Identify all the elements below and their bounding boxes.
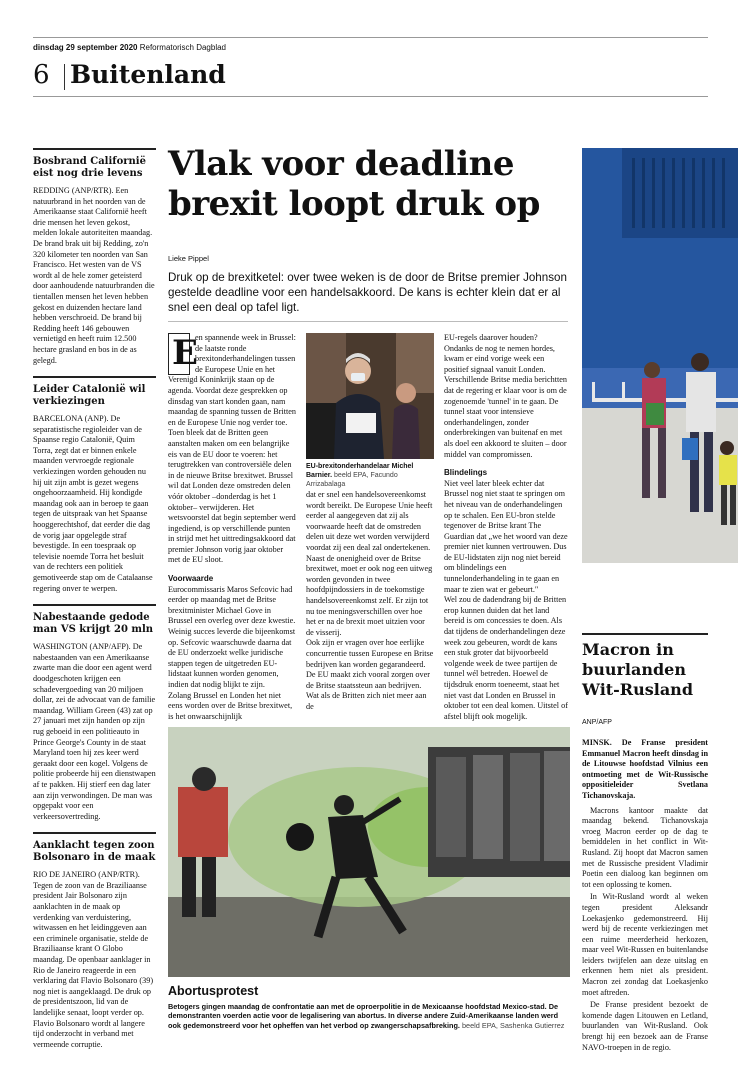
- dropcap-letter: E: [172, 333, 198, 373]
- paragraph: Eurocommissaris Maros Sefcovic had eerder op maandag met de Britse brexitminister Michael Gove in Brussel een overleg over deze kwestie. Weinig succes leverde die bijeenkomst op. Sefcovic waarschuwde daarna dat de EU onderzoekt welke juridische stappen tegen de uitgetreden EU-lidstaat kunnen worden genomen, indien dat nodig blijkt te zijn.: [168, 584, 296, 689]
- photo-credit: beeld EPA, Facundo Arrizabalaga: [306, 472, 398, 488]
- paragraph: EU-regels daarover houden?: [444, 333, 538, 342]
- paragraph: Ook zijn er vragen over hoe eerlijke concurrentie tussen Europese en Britse bedrijven kan worden gegarandeerd. De EU maakt zich vooral zorgen over de Britse staatssteun aan bedrijven. Wat als de Britten zich niet meer aan de: [306, 638, 434, 711]
- subheading: Blindelings: [444, 468, 488, 478]
- header-rule: [33, 96, 708, 97]
- subheading: Voorwaarde: [168, 574, 214, 584]
- brief-title: Bosbrand Californië eist nog drie levens: [33, 156, 146, 179]
- brief-item: [33, 148, 156, 374]
- dateline: [33, 43, 226, 52]
- brief-body: RIO DE JANEIRO (ANP/RTR). Tegen de zoon van de Braziliaanse president Jair Bolsonaro zijn aanklachten in de maak op verdenking van verduistering, witwassen en het leidinggeven aan een criminele organisatie, stelde de Braziliaanse krant O Globo maandag. De openbaar aanklager in Rio de Janeiro reageerde in een verklaring dat Flavio Bolsonaro (39) nog niet is aangeklaagd. De druk op de presidentszoon, lid van de landelijke senaat, loopt verder op. Flavio Bolsonaro wordt al langere tijd onderzocht in verband met vermeende corruptie.: [33, 870, 154, 1049]
- article-column-1: [168, 333, 296, 722]
- top-rule: [33, 37, 708, 38]
- page-separator: [64, 64, 65, 90]
- protest-credit: beeld EPA, Sashenka Gutierrez: [461, 1020, 565, 1030]
- paragraph: Wel zou de dadendrang bij de Britten erop kunnen duiden dat het land bereid is om concessies te doen. Als dat tijdens de onderhandelingen deze week zou gebeuren, wordt de kans een stuk groter dat bijvoorbeeld volgende week de twee partijen de tunnel wél betreden. Hoewel de tijdsdruk enorm toeneemt, staat het niet vast dat Londen en Brussel in oktober tot een deal komen. Uitstel of afstel blijft ook mogelijk.: [444, 595, 568, 721]
- protest-illustration: [168, 727, 570, 977]
- family-illustration: [582, 148, 738, 563]
- brief-body: BARCELONA (ANP). De separatistische regioleider van de Spaanse regio Catalonië, Quim Torra, zegt dat er binnen enkele maanden vervroegde regionale verkiezingen worden gehouden nu hij uit zijn ambt is gezet wegens ongehoorzaamheid. Hij kondigde maandag ook aan in beroep te gaan tegen de uitspraak van het Spaanse hooggerechtshof, dat eerder die dag de vorig jaar opgelegde straf bevestigde. In een toespraak op televisie noemde Torra het besluit van de rechters een politiek gemotiveerde stap om de Catalaanse regering onver te werpen.: [33, 414, 153, 593]
- brief-body: REDDING (ANP/RTR). Een natuurbrand in het noorden van de Amerikaanse staat Californië heeft drie mensen het leven gekost, melden lokale autoriteiten maandag. De brand brak uit bij Redding, zo'n 320 kilometer ten noorden van San Francisco. Het westen van de VS wordt al de hele zomer geteisterd door aanhoudende natuurbranden die tientallen mensen het leven hebben gekost en duizenden hectare land hebben verschroeid. De brand bij Redding heeft 146 gebouwen vernietigd en heeft ruim 12.500 hectare grasland en bos in de as gelegd.: [33, 186, 155, 365]
- article-lead: Druk op de brexitketel: over twee weken is de door de Britse premier Johnson gestelde deadline voor een handelsakkoord. De kans is echter klein dat er al snel een deal op tafel ligt.: [168, 271, 567, 314]
- brief-title: Nabestaande gedode man VS krijgt 20 mln: [33, 612, 154, 636]
- paragraph: Zolang Brussel en Londen het niet eens worden over de Britse brexitwet, is het onwaarschijnlijk: [168, 690, 293, 721]
- paragraph: Macrons kantoor maakte dat maandag bekend. Tichanovskaja vroeg Macron eerder op de dag te bemiddelen in het conflict in Wit-Rusland. Zij hoopt dat Macron samen met de Russische president Vladimir Poetin een dialoog kan beginnen om tot een oplossing te komen.: [582, 805, 708, 889]
- paragraph: De Franse president bezoekt de komende dagen Litouwen en Letland, buurlanden van Wit-Rusland. Ook brengt hij een bezoek aan de Franse NAVO-troepen in de regio.: [582, 1000, 708, 1052]
- paragraph: dat er snel een handelsovereenkomst wordt bereikt. De Europese Unie heeft eerder al aangegeven dat zij als voorwaarde heeft dat de omstreden delen uit deze wet worden verwijderd voordat zij een deal zal ondertekenen.: [306, 490, 433, 552]
- barnier-photo: [306, 333, 434, 459]
- brief-item: [33, 376, 156, 602]
- protest-title: Abortusprotest: [168, 984, 259, 998]
- paragraph: en spannende week in Brussel: de laatste ronde brexitonderhandelingen tussen de Europese Unie en het Verenigd Koninkrijk staan op de agenda. Voordat deze gesprekken op dinsdag van start konden gaan, nam maandag de spanning tussen de Britten en de Europese Unie nog verder toe.: [168, 333, 297, 427]
- family-photo: [582, 148, 738, 563]
- page-number: 6: [33, 60, 50, 90]
- protest-photo: [168, 727, 570, 977]
- barnier-illustration: [306, 333, 434, 459]
- photo-caption: [306, 462, 434, 489]
- article-headline: Vlak voor deadline brexit loopt druk op: [168, 144, 540, 224]
- lead-rule: [168, 321, 568, 322]
- brief-item: [33, 604, 156, 830]
- paragraph: In Wit-Rusland wordt al weken tegen president Aleksandr Loekasjenko gedemonstreerd. Hij werd bij de recente verkiezingen met een ruime meerderheid herkozen, maar veel Wit-Russen en buitenlandse leiders twijfelen aan deze uitslag en erkennen hem niet als president. Macron zei zondag dat Loekasjenko moet aftreden.: [582, 892, 708, 997]
- side-article-title: Macron in buurlanden Wit-Rusland: [582, 640, 693, 699]
- caption-text: EU-brexitonderhandelaar Michel Barnier.: [306, 463, 414, 479]
- paper-name: Reformatorisch Dagblad: [139, 43, 226, 52]
- side-article-intro: MINSK. De Franse president Emmanuel Macron heeft dinsdag in de Litouwse hoofdstad Vilnius een ontmoeting met de Wit-Russische oppositieleider Svetlana Tichanovskaja.: [582, 738, 708, 800]
- side-article-source: ANP/AFP: [582, 719, 612, 726]
- paragraph: Ondanks de nog te nemen hordes, kwam er eind vorige week een positief signaal vanuit Londen. Verschillende Britse media berichtten dat de regering er klaar voor is om de zogenoemde 'tunnel' in te gaan. De tunnel staat voor intensieve onderhandelingen, zonder onderbrekingen van buitenaf en met als doel een akkoord te sluiten – door middel van compromissen.: [444, 343, 567, 459]
- article-column-3: [444, 333, 570, 722]
- dropcap: [168, 333, 198, 375]
- paragraph: Naast de onenigheid over de Britse brexitwet, moet er ook nog een uitweg worden gevonden in twee hoofdpijndossiers in de toekomstige handelsovereenkomst zelf. Er zijn tot nu toe meningsverschillen over hoe het er na de brexit moet uitzien voor de visserij.: [306, 553, 433, 637]
- brief-title: Leider Catalonië wil verkiezingen: [33, 384, 146, 408]
- date: dinsdag 29 september 2020: [33, 43, 138, 52]
- article-column-2: [306, 490, 434, 712]
- protest-caption-text: Betogers gingen maandag de confrontatie aan met de oproerpolitie in de Mexicaanse hoofdstad Mexico-stad. De demonstranten voerden actie voor de legalisering van abortus. In diverse andere Zuid-Amerikaanse landen werd ook gedemonstreerd voor het opheffen van het verbod op zwangerschapsafbreking.: [168, 1002, 559, 1030]
- brief-title: Aanklacht tegen zoon Bolsonaro in de maak: [33, 840, 156, 864]
- brief-body: WASHINGTON (ANP/AFP). De nabestaanden van een Amerikaanse zwarte man die door een agent werd doodgeschoten krijgen een schadevergoeding van 20 miljoen dollar, zei de advocaat van de familie maandag. William Green (43) zat op 27 januari met zijn handen op zijn rug geboeid in een politieauto in Prince George's County in de staat Maryland toen hij zes keer werd geraakt door een kogel. Volgens de politie probeerde hij een dienstwapen af te pakken. Hij stierf een dag later aan zijn verwondingen. De man was opgepakt voor een verkeersovertreding.: [33, 642, 156, 821]
- side-article-rule: [582, 633, 708, 635]
- side-article-body: [582, 738, 708, 1055]
- briefs-column: [33, 148, 156, 1058]
- brief-item: [33, 832, 156, 1058]
- section-title: Buitenland: [70, 60, 226, 89]
- paragraph: Toen bleek dat de Britten geen aanstalten maken om een belangrijke eis van de EU door te voeren: het terugtrekken van controversiële delen in de nieuwe Britse brexitwet. Brussel wil dat Londen deze omstreden delen vóór oktober –donderdag is het 1 oktober– verwijderen. Het wetsvoorstel dat begin september werd ingediend, is op verschillende punten in strijd met het uittredingsakkoord dat premier Johnson vorig jaar oktober met de EU sloot.: [168, 428, 296, 565]
- protest-caption: [168, 1002, 570, 1030]
- byline: Lieke Pippel: [168, 254, 209, 263]
- paragraph: Niet veel later bleek echter dat Brussel nog niet staat te springen om het niveau van de onderhandelingen op te schalen. Een EU-bron stelde tegenover de Britse krant The Guardian dat „we het woord van deze premier niet kunnen vertrouwen. Dus de EU-lidstaten zijn nog niet bereid om blindelings een tunnelonderhandeling in te gaan en maar te zien wat er gebeurt.": [444, 478, 568, 594]
